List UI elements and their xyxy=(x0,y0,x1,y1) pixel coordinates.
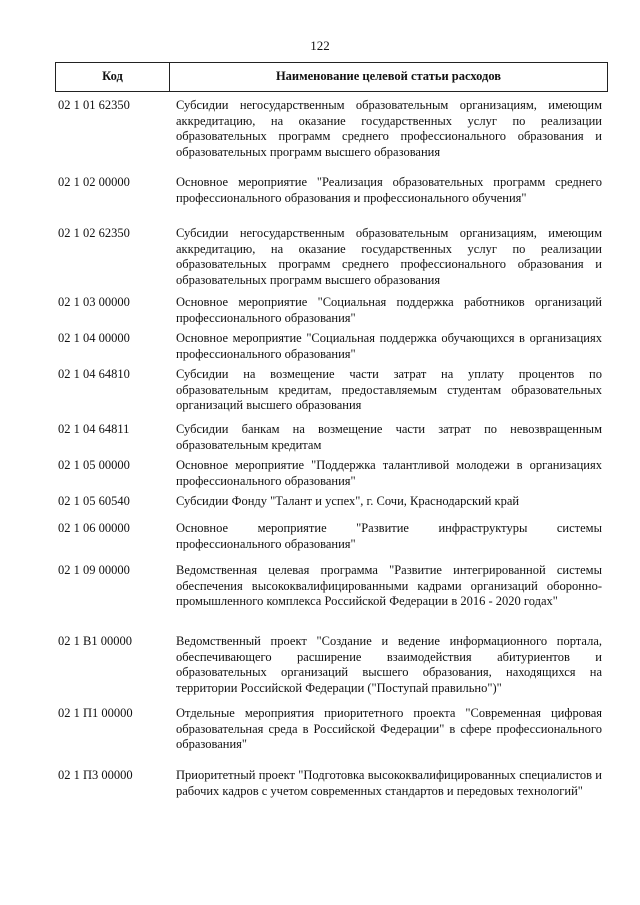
header-name: Наименование целевой статьи расходов xyxy=(275,69,502,83)
table-row xyxy=(56,226,602,295)
row-code: 02 1 В1 00000 xyxy=(58,634,132,648)
row-code: 02 1 П1 00000 xyxy=(58,706,133,720)
row-code: 02 1 04 64810 xyxy=(58,367,130,381)
header-code: Код xyxy=(56,63,170,91)
table-row xyxy=(56,175,602,226)
table-row xyxy=(56,458,602,494)
row-code: 02 1 02 62350 xyxy=(58,226,130,240)
table-row xyxy=(56,422,602,458)
row-code: 02 1 02 00000 xyxy=(58,175,130,189)
table-row xyxy=(56,768,602,820)
table-row xyxy=(56,563,602,634)
row-code: 02 1 П3 00000 xyxy=(58,768,133,782)
row-name: Основное мероприятие "Поддержка талантливой молодежи в организациях профессионального образования" xyxy=(176,458,602,488)
table-row xyxy=(56,706,602,768)
table-row xyxy=(56,494,602,521)
table-row xyxy=(56,295,602,331)
table-row xyxy=(56,98,602,175)
table-body xyxy=(56,98,602,820)
table-row xyxy=(56,367,602,422)
row-code: 02 1 03 00000 xyxy=(58,295,130,309)
row-code: 02 1 05 60540 xyxy=(58,494,130,508)
page-number: 122 xyxy=(310,38,330,53)
row-code: 02 1 01 62350 xyxy=(58,98,130,112)
row-name: Субсидии негосударственным образовательным организациям, имеющим аккредитацию, на оказание государственных услуг по реализации образовательных программ среднего профессионального образования и образовательных программ высшего образования xyxy=(176,98,602,159)
row-name: Субсидии негосударственным образовательным организациям, имеющим аккредитацию, на оказание государственных услуг по реализации образовательных программ среднего профессионального образования и образовательных программ высшего образования xyxy=(176,226,602,287)
row-code: 02 1 09 00000 xyxy=(58,563,130,577)
row-name: Приоритетный проект "Подготовка высококвалифицированных специалистов и рабочих кадров с учетом современных стандартов и передовых технологий" xyxy=(176,768,602,798)
row-name: Субсидии на возмещение части затрат на уплату процентов по образовательным кредитам, предоставляемым студентам образовательных организаций высшего образования xyxy=(176,367,602,412)
table-header xyxy=(55,62,608,92)
row-code: 02 1 04 00000 xyxy=(58,331,130,345)
row-name: Субсидии банкам на возмещение части затрат по невозвращенным образовательным кредитам xyxy=(176,422,602,452)
table-row xyxy=(56,521,602,563)
table-row xyxy=(56,634,602,706)
row-name: Основное мероприятие "Социальная поддержка обучающихся в организациях профессионального образования" xyxy=(176,331,602,361)
row-name: Основное мероприятие "Развитие инфраструктуры системы профессионального образования" xyxy=(176,521,602,551)
row-code: 02 1 05 00000 xyxy=(58,458,130,472)
table-row xyxy=(56,331,602,367)
row-name: Ведомственная целевая программа "Развитие интегрированной системы обеспечения высококвалифицированными кадрами организаций оборонно-промышленного комплекса Российской Федерации в 2016 - 2020 годах" xyxy=(176,563,602,608)
row-name: Основное мероприятие "Реализация образовательных программ среднего профессионального образования и профессионального обучения" xyxy=(176,175,602,205)
row-name: Ведомственный проект "Создание и ведение информационного портала, обеспечивающего расширение взаимодействия абитуриентов и образовательных организаций высшего образования, находящихся на территории Российской Федерации ("Поступай правильно")" xyxy=(176,634,602,695)
row-code: 02 1 06 00000 xyxy=(58,521,130,535)
row-code: 02 1 04 64811 xyxy=(58,422,130,436)
row-name: Основное мероприятие "Социальная поддержка работников организаций профессионального образования" xyxy=(176,295,602,325)
row-name: Субсидии Фонду "Талант и успех", г. Сочи, Краснодарский край xyxy=(176,494,520,508)
row-name: Отдельные мероприятия приоритетного проекта "Современная цифровая образовательная среда в Российской Федерации" в сфере профессионального образования" xyxy=(176,706,602,751)
